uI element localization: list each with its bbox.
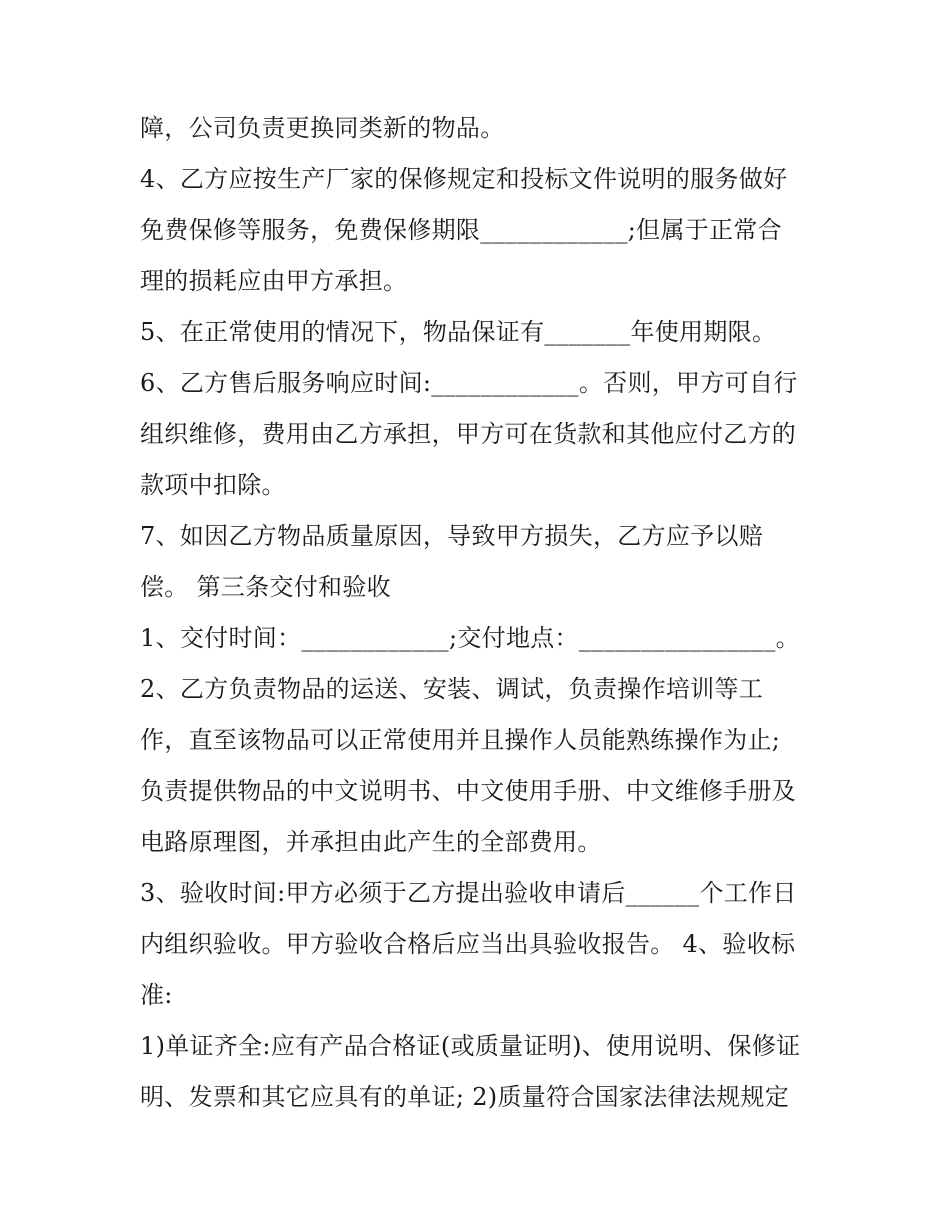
text-line: 3、验收时间:甲方必须于乙方提出验收申请后______个工作日 bbox=[140, 879, 797, 907]
text-line: 理的损耗应由甲方承担。 bbox=[140, 267, 408, 295]
text-line: 作，直至该物品可以正常使用并且操作人员能熟练操作为止; bbox=[140, 726, 781, 754]
text-line: 组织维修，费用由乙方承担，甲方可在货款和其他应付乙方的 bbox=[140, 420, 797, 448]
text-line: 偿。 第三条交付和验收 bbox=[140, 573, 391, 601]
text-line: 款项中扣除。 bbox=[140, 471, 286, 499]
text-line: 障，公司负责更换同类新的物品。 bbox=[140, 114, 505, 142]
text-line: 2、乙方负责物品的运送、安装、调试，负责操作培训等工 bbox=[140, 675, 764, 703]
text-line: 负责提供物品的中文说明书、中文使用手册、中文维修手册及 bbox=[140, 777, 797, 805]
text-line: 5、在正常使用的情况下，物品保证有_______年使用期限。 bbox=[140, 318, 777, 346]
text-line: 免费保修等服务，免费保修期限____________;但属于正常合 bbox=[140, 216, 782, 244]
text-line: 电路原理图，并承担由此产生的全部费用。 bbox=[140, 828, 602, 856]
text-line: 内组织验收。甲方验收合格后应当出具验收报告。 4、验收标 bbox=[140, 930, 796, 958]
text-line: 1、交付时间：____________;交付地点：________________。 bbox=[140, 624, 800, 652]
text-line: 明、发票和其它应具有的单证; 2)质量符合国家法律法规规定 bbox=[140, 1083, 790, 1111]
text-line: 4、乙方应按生产厂家的保修规定和投标文件说明的服务做好 bbox=[140, 165, 788, 193]
contract-text-body bbox=[140, 103, 820, 1123]
text-line: 7、如因乙方物品质量原因，导致甲方损失，乙方应予以赔 bbox=[140, 522, 764, 550]
text-line: 准: bbox=[140, 981, 173, 1009]
text-line: 6、乙方售后服务响应时间:____________。否则，甲方可自行 bbox=[140, 369, 798, 397]
text-line: 1)单证齐全:应有产品合格证(或质量证明)、使用说明、保修证 bbox=[140, 1032, 801, 1060]
